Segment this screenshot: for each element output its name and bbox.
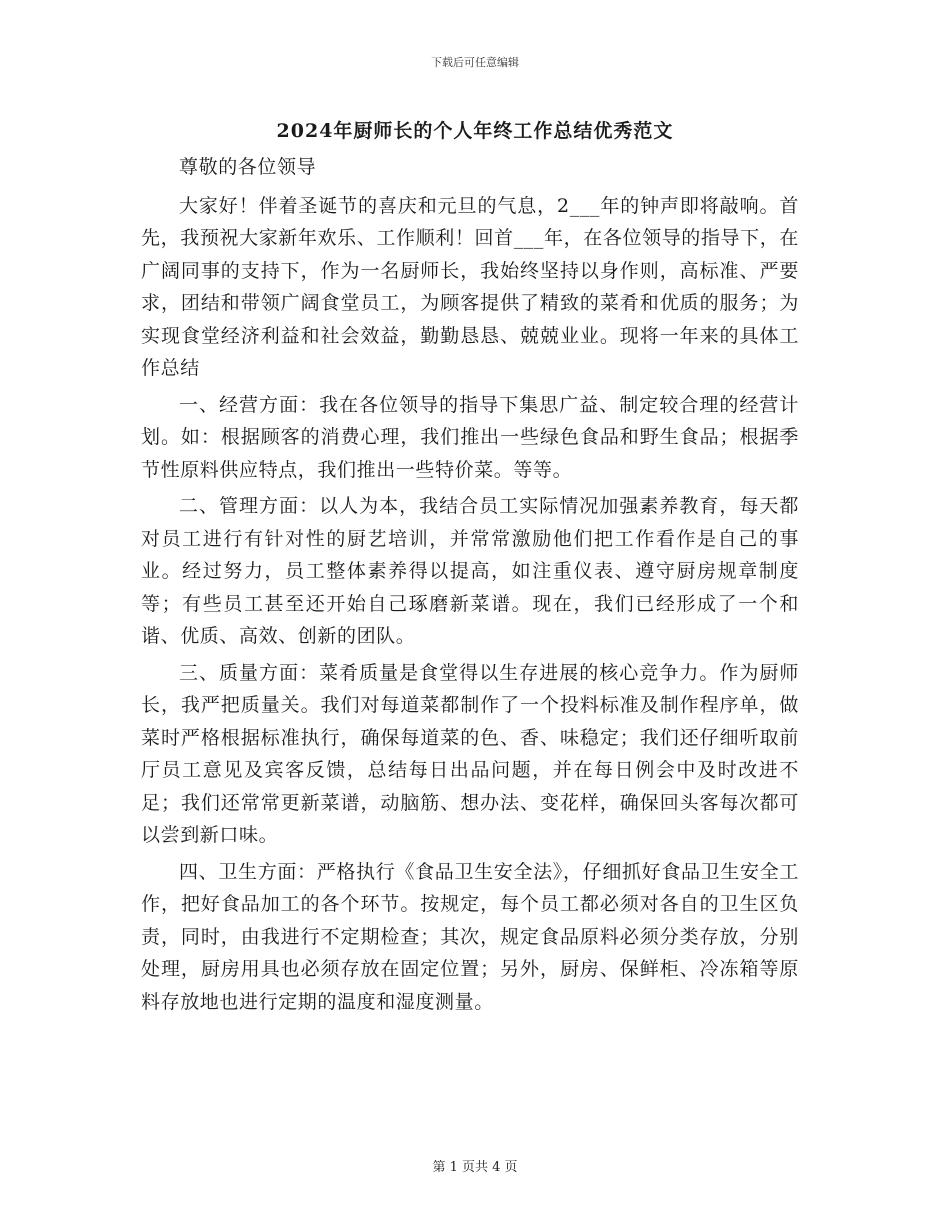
greeting: 尊敬的各位领导 <box>179 156 317 178</box>
paragraph-hygiene: 四、卫生方面：严格执行《食品卫生安全法》，仔细抓好食品卫生安全工作，把好食品加工的各个环节。按规定，每个员工都必须对各自的卫生区负责，同时，由我进行不定期检查；其次，规定食品原料必须分类存放，分别处理，厨房用具也必须存放在固定位置；另外，厨房、保鲜柜、冷冻箱等原料存放地也进行定期的温度和湿度测量。 <box>141 860 799 1013</box>
document-body <box>141 151 799 1022</box>
paragraph-operations: 一、经营方面：我在各位领导的指导下集思广益、制定较合理的经营计划。如：根据顾客的消费心理，我们推出一些绿色食品和野生食品；根据季节性原料供应特点，我们推出一些特价菜。等等。 <box>141 393 799 481</box>
page-header-note: 下载后可任意编辑 <box>431 56 519 69</box>
paragraph-intro: 大家好！伴着圣诞节的喜庆和元旦的气息，2___年的钟声即将敲响。首先，我预祝大家新年欢乐、工作顺利！回首___年，在各位领导的指导下，在广阔同事的支持下，作为一名厨师长，我始终坚持以身作则，高标准、严要求，团结和带领广阔食堂员工，为顾客提供了精致的菜肴和优质的服务；为实现食堂经济利益和社会效益，勤勤恳恳、兢兢业业。现将一年来的具体工作总结 <box>141 194 799 379</box>
document-title: 2024年厨师长的个人年终工作总结优秀范文 <box>276 120 674 142</box>
paragraph-quality: 三、质量方面：菜肴质量是食堂得以生存进展的核心竞争力。作为厨师长，我严把质量关。我们对每道菜都制作了一个投料标准及制作程序单，做菜时严格根据标准执行，确保每道菜的色、香、味稳定；我们还仔细听取前厅员工意见及宾客反馈，总结每日出品问题，并在每日例会中及时改进不足；我们还常常更新菜谱，动脑筋、想办法、变花样，确保回头客每次都可以尝到新口味。 <box>141 661 799 846</box>
page-number: 第 1 页共 4 页 <box>432 1160 518 1175</box>
paragraph-management: 二、管理方面：以人为本，我结合员工实际情况加强素养教育，每天都对员工进行有针对性的厨艺培训，并常常激励他们把工作看作是自己的事业。经过努力，员工整体素养得以提高，如注重仪表、遵守厨房规章制度等；有些员工甚至还开始自己琢磨新菜谱。现在，我们已经形成了一个和谐、优质、高效、创新的团队。 <box>141 495 799 647</box>
